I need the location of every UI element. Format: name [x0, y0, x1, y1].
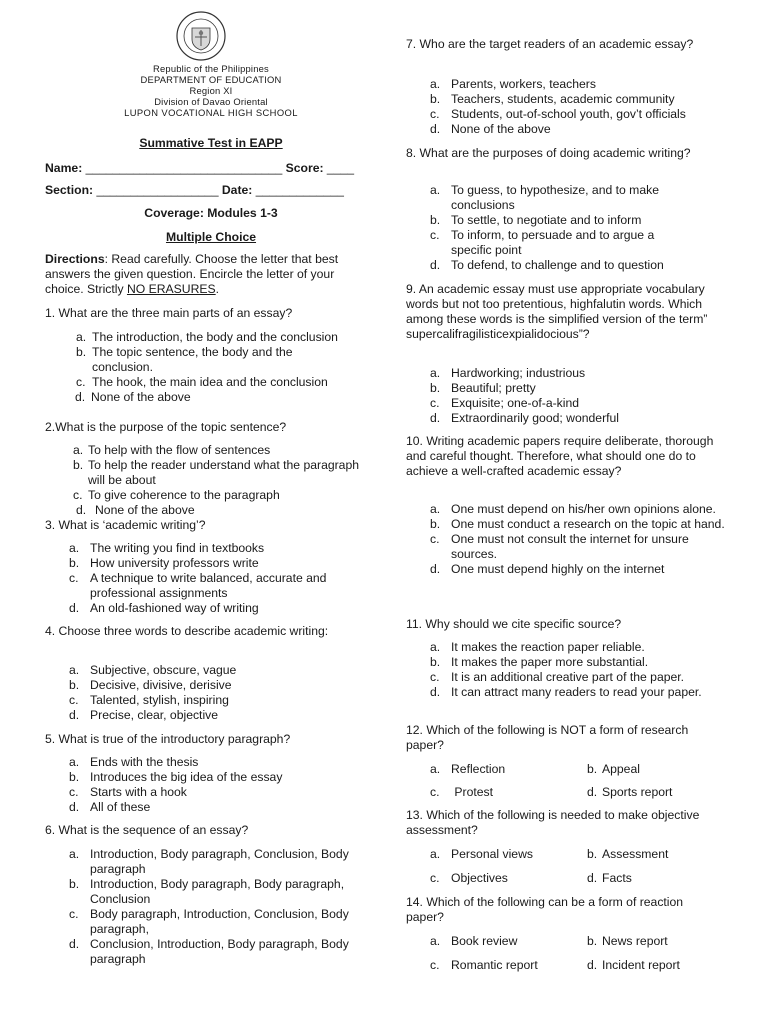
section-heading: Multiple Choice	[165, 230, 257, 244]
department-line: DEPARTMENT OF EDUCATION	[140, 74, 282, 85]
date-blank[interactable]: _____________	[252, 183, 344, 197]
option-text: Precise, clear, objective	[90, 708, 219, 722]
option[interactable]	[430, 366, 730, 381]
option-letter: c.	[69, 571, 79, 585]
question-12-row-2	[430, 785, 750, 800]
option-text[interactable]: Incident report	[602, 958, 680, 972]
option[interactable]	[69, 785, 369, 800]
letterhead	[45, 63, 377, 118]
score-label: Score:	[285, 161, 324, 175]
option[interactable]	[69, 693, 369, 708]
question-10: 10. Writing academic papers require deliberate, thorough and careful thought. Therefore, what should one do to achieve a well-crafted academic essay?	[406, 434, 714, 478]
option[interactable]	[430, 562, 730, 577]
directions-emphasis: NO ERASURES	[126, 282, 216, 296]
option-letter: d.	[69, 937, 80, 951]
option-text[interactable]: Facts	[602, 871, 632, 885]
option-text: Conclusion, Introduction, Body paragraph, Body paragraph	[90, 937, 349, 966]
option-text: One must conduct a research on the topic at hand.	[451, 517, 725, 531]
option-text: A technique to write balanced, accurate and professional assignments	[90, 571, 327, 600]
option-text: Hardworking; industrious	[451, 366, 586, 380]
option-text: Introduction, Body paragraph, Conclusion, Body paragraph	[90, 847, 349, 876]
option-text: Exquisite; one-of-a-kind	[451, 396, 580, 410]
option-text: The hook, the main idea and the conclusion	[92, 375, 328, 389]
option[interactable]	[430, 502, 730, 517]
school-line: LUPON VOCATIONAL HIGH SCHOOL	[124, 107, 298, 118]
option[interactable]	[69, 571, 369, 601]
option-letter[interactable]: b.	[587, 762, 598, 776]
option[interactable]	[430, 77, 730, 92]
deped-seal-icon	[176, 11, 226, 61]
option-text: One must depend on his/her own opinions alone.	[451, 502, 716, 516]
option-letter: c.	[430, 670, 440, 684]
division-line: Division of Davao Oriental	[154, 96, 268, 107]
question-14-row-2	[430, 958, 750, 973]
option-letter: c.	[430, 228, 440, 242]
option-text[interactable]: Book review	[451, 934, 518, 948]
question-8-options	[430, 183, 695, 273]
option-letter[interactable]: b.	[587, 847, 598, 861]
option[interactable]	[69, 937, 359, 967]
option-letter: d.	[430, 258, 441, 272]
option[interactable]	[69, 678, 369, 693]
option-text[interactable]: Romantic report	[451, 958, 538, 972]
option-letter: c.	[69, 785, 79, 799]
option[interactable]	[76, 375, 366, 390]
option-letter: d.	[430, 411, 441, 425]
question-13: 13. Which of the following is needed to make objective assessment?	[406, 808, 700, 837]
question-11: 11. Why should we cite specific source?	[406, 617, 622, 631]
option[interactable]	[430, 396, 730, 411]
option-letter[interactable]: c.	[430, 785, 440, 799]
question-11-options	[430, 640, 730, 700]
option-letter: b.	[430, 213, 441, 227]
option[interactable]	[430, 532, 730, 562]
option-text: The writing you find in textbooks	[90, 541, 265, 555]
option[interactable]	[430, 517, 730, 532]
option-text[interactable]: Protest	[451, 785, 493, 799]
option-letter: a.	[430, 502, 441, 516]
option-letter: a.	[69, 755, 80, 769]
option-letter: b.	[69, 877, 80, 891]
question-13-row-1	[430, 847, 750, 862]
republic-line: Republic of the Philippines	[153, 63, 269, 74]
option-text: It is an additional creative part of the paper.	[451, 670, 685, 684]
option-text: The introduction, the body and the conclusion	[92, 330, 338, 344]
option[interactable]	[69, 663, 369, 678]
option-letter: b.	[76, 345, 87, 359]
option-text: It makes the paper more substantial.	[451, 655, 649, 669]
option-letter: c.	[430, 532, 440, 546]
option-letter: d.	[430, 562, 441, 576]
option[interactable]	[430, 411, 730, 426]
option[interactable]	[430, 228, 695, 258]
option-letter: b.	[69, 678, 80, 692]
option-letter: b.	[430, 655, 441, 669]
option-letter: d.	[69, 601, 80, 615]
test-title: Summative Test in EAPP	[139, 136, 283, 150]
option-letter: d.	[69, 800, 80, 814]
option[interactable]	[430, 381, 730, 396]
option-text[interactable]: News report	[602, 934, 668, 948]
question-4-options	[69, 663, 369, 723]
option-letter: b.	[430, 517, 441, 531]
option-letter[interactable]: a.	[430, 934, 441, 948]
option-letter[interactable]: b.	[587, 934, 598, 948]
option-text: None of the above	[451, 122, 551, 136]
option-letter: a.	[76, 330, 87, 344]
option[interactable]	[69, 770, 369, 785]
option[interactable]	[69, 556, 369, 571]
option-text: Starts with a hook	[90, 785, 187, 799]
option[interactable]	[430, 258, 695, 273]
option-text: Body paragraph, Introduction, Conclusion, Body paragraph,	[90, 907, 349, 936]
option-text[interactable]: Assessment	[602, 847, 669, 861]
option-text: An old-fashioned way of writing	[90, 601, 259, 615]
option[interactable]	[69, 601, 369, 616]
directions-text: : Read carefully. Choose the letter that best answers the given question. Encircle the letter of your choice. Strictly	[45, 252, 339, 296]
option-text[interactable]: Personal views	[451, 847, 533, 861]
option[interactable]	[76, 330, 366, 345]
question-14: 14. Which of the following can be a form of reaction paper?	[406, 895, 684, 924]
question-9: 9. An academic essay must use appropriate vocabulary words but not too pretentious, highfalutin words. Which among these words is the simplified version of the term” supercalifragilisticexpialidocious”?	[406, 282, 708, 341]
option-letter: a.	[430, 77, 441, 91]
option[interactable]	[73, 488, 363, 503]
option-text: To inform, to persuade and to argue a specific point	[451, 228, 655, 257]
option-text: Teachers, students, academic community	[451, 92, 675, 106]
option-letter[interactable]: d.	[587, 871, 598, 885]
option-text: Talented, stylish, inspiring	[90, 693, 229, 707]
question-9-options	[430, 366, 730, 426]
question-3-options	[69, 541, 369, 616]
option-letter: d.	[75, 390, 86, 404]
option-letter: d.	[430, 685, 441, 699]
option[interactable]	[430, 655, 730, 670]
option[interactable]	[69, 907, 359, 937]
option[interactable]	[430, 640, 730, 655]
directions	[45, 252, 365, 297]
question-1-options	[76, 330, 366, 405]
option-letter: b.	[430, 381, 441, 395]
question-13-row-2	[430, 871, 750, 886]
region-line: Region XI	[189, 85, 233, 96]
coverage-heading: Coverage: Modules 1-3	[144, 206, 278, 220]
section-blank[interactable]: __________________	[93, 183, 222, 197]
option[interactable]	[430, 122, 730, 137]
option[interactable]	[75, 390, 365, 405]
question-7: 7. Who are the target readers of an academic essay?	[406, 37, 694, 51]
option-text: Students, out-of-school youth, gov’t officials	[451, 107, 686, 121]
date-label: Date:	[221, 183, 253, 197]
option-text[interactable]: Objectives	[451, 871, 508, 885]
section-date-line	[45, 183, 344, 197]
option[interactable]	[430, 213, 695, 228]
option-text: Introduces the big idea of the essay	[90, 770, 283, 784]
option[interactable]	[430, 107, 730, 122]
question-12-row-1	[430, 762, 750, 777]
option-letter[interactable]: a.	[430, 762, 441, 776]
option-letter: d.	[430, 122, 441, 136]
option-text: One must not consult the internet for unsure sources.	[451, 532, 689, 561]
option-letter[interactable]: d.	[587, 958, 598, 972]
question-2-options	[73, 443, 363, 518]
option-letter: b.	[73, 458, 84, 472]
option-text: To help the reader understand what the paragraph will be about	[88, 458, 360, 487]
option-text: All of these	[90, 800, 151, 814]
question-6-options	[69, 847, 359, 967]
option-letter: c.	[69, 693, 79, 707]
option-letter: a.	[69, 847, 80, 861]
option-text[interactable]: Appeal	[602, 762, 640, 776]
question-5-options	[69, 755, 369, 815]
question-8: 8. What are the purposes of doing academic writing?	[406, 146, 691, 160]
option-text: Ends with the thesis	[90, 755, 199, 769]
option-letter[interactable]: c.	[430, 871, 440, 885]
option[interactable]	[69, 708, 369, 723]
directions-label: Directions	[45, 252, 105, 266]
option-letter: a.	[69, 541, 80, 555]
option-letter: b.	[430, 92, 441, 106]
option[interactable]	[76, 345, 366, 375]
name-score-line	[45, 161, 354, 175]
option-letter: b.	[69, 770, 80, 784]
question-14-row-1	[430, 934, 750, 949]
option-text: The topic sentence, the body and the conclusion.	[92, 345, 293, 374]
option-letter: a.	[73, 443, 84, 457]
option[interactable]	[73, 443, 363, 458]
option[interactable]	[430, 685, 730, 700]
option-letter: d.	[69, 708, 80, 722]
option-text[interactable]: Reflection	[451, 762, 506, 776]
option-letter: a.	[430, 183, 441, 197]
option-letter: a.	[69, 663, 80, 677]
question-10-options	[430, 502, 730, 577]
question-5: 5. What is true of the introductory paragraph?	[45, 732, 291, 746]
option-text: How university professors write	[90, 556, 259, 570]
option[interactable]	[430, 670, 730, 685]
option-letter: a.	[430, 640, 441, 654]
option[interactable]	[73, 458, 363, 488]
section-label: Section:	[45, 183, 94, 197]
option-letter[interactable]: a.	[430, 847, 441, 861]
question-3: 3. What is ‘academic writing’?	[45, 518, 206, 532]
option-letter[interactable]: d.	[587, 785, 598, 799]
option[interactable]	[69, 755, 369, 770]
option[interactable]	[69, 541, 369, 556]
question-6: 6. What is the sequence of an essay?	[45, 823, 249, 837]
option-text: Subjective, obscure, vague	[90, 663, 237, 677]
option-letter: c.	[73, 488, 83, 502]
directions-end: .	[215, 282, 220, 296]
option-letter: c.	[76, 375, 86, 389]
option-text: To settle, to negotiate and to inform	[451, 213, 642, 227]
question-1: 1. What are the three main parts of an essay?	[45, 306, 293, 320]
option-text: Decisive, divisive, derisive	[90, 678, 232, 692]
option-text: Introduction, Body paragraph, Body paragraph, Conclusion	[90, 877, 345, 906]
option-text: Beautiful; pretty	[451, 381, 536, 395]
option-letter: c.	[430, 107, 440, 121]
option-text: Extraordinarily good; wonderful	[451, 411, 620, 425]
option-text: It can attract many readers to read your paper.	[451, 685, 702, 699]
option-text: Parents, workers, teachers	[451, 77, 596, 91]
score-blank[interactable]: ____	[323, 161, 355, 175]
option[interactable]	[69, 847, 359, 877]
option-text: To give coherence to the paragraph	[88, 488, 280, 502]
option-text: To guess, to hypothesize, and to make conclusions	[451, 183, 659, 212]
name-label: Name:	[45, 161, 83, 175]
option-letter: a.	[430, 366, 441, 380]
option-letter: b.	[69, 556, 80, 570]
option[interactable]	[430, 92, 730, 107]
question-7-options	[430, 77, 730, 137]
option-text: To defend, to challenge and to question	[451, 258, 664, 272]
option[interactable]	[69, 877, 359, 907]
option-text[interactable]: Sports report	[602, 785, 673, 799]
option-letter: c.	[69, 907, 79, 921]
option-letter: c.	[430, 396, 440, 410]
option-letter: d.	[76, 503, 87, 517]
option-text: None of the above	[91, 390, 191, 404]
option-text: One must depend highly on the internet	[451, 562, 665, 576]
option[interactable]	[69, 800, 369, 815]
option-text: It makes the reaction paper reliable.	[451, 640, 645, 654]
option-text: None of the above	[95, 503, 195, 517]
question-4: 4. Choose three words to describe academic writing:	[45, 624, 329, 638]
question-2: 2.What is the purpose of the topic sentence?	[45, 420, 287, 434]
option-text: To help with the flow of sentences	[88, 443, 271, 457]
option[interactable]	[430, 183, 695, 213]
option[interactable]	[76, 503, 366, 518]
name-blank[interactable]: _____________________________	[82, 161, 286, 175]
question-12: 12. Which of the following is NOT a form of research paper?	[406, 723, 689, 752]
option-letter[interactable]: c.	[430, 958, 440, 972]
